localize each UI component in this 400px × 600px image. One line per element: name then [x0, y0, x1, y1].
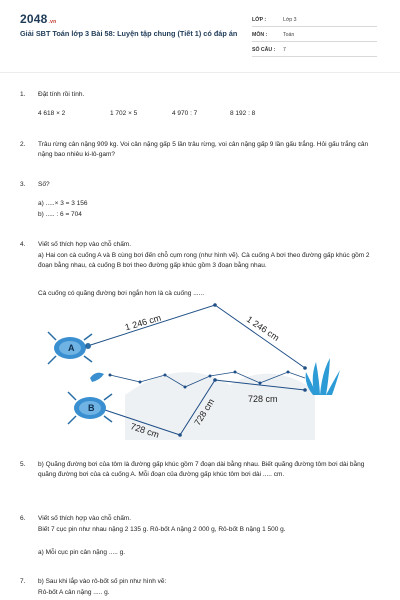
q3-part-a: a) .....× 3 = 3 156: [38, 200, 88, 207]
meta-value: Lớp 3: [283, 17, 297, 23]
question-text: Viết số thích hợp vào chỗ chấm.: [38, 515, 132, 522]
question-number: 5.: [20, 461, 26, 468]
segment-label: 728 cm: [129, 421, 161, 440]
water-bug-b-icon: [68, 392, 112, 424]
q1-item: 4 618 × 2: [38, 110, 66, 117]
q4-description: a) Hai con cà cuống A và B cùng bơi đến chỗ cụm rong (như hình vẽ). Cà cuống A bơi theo đường gấp khúc gồm 2 đoạn bằng nhau, cà cuống B bơi theo đường gấp khúc gồm 3 đoạn bằng nhau.: [38, 252, 370, 269]
meta-class: [252, 14, 377, 27]
q1-item: 1 702 × 5: [110, 110, 138, 117]
header-divider: [0, 72, 400, 73]
q3-part-b: b) ..... : 6 = 704: [38, 211, 82, 218]
meta-label: SỐ CÂU :: [252, 47, 276, 53]
segment-label: 1 246 cm: [244, 314, 282, 344]
question-text: Viết số thích hợp vào chỗ chấm.: [38, 241, 132, 248]
question-text: Đặt tính rồi tính.: [38, 91, 85, 98]
logo-suffix: .vn: [48, 19, 57, 25]
question-number: 2.: [20, 141, 26, 148]
q6-description: Biết 7 cục pin như nhau nặng 2 135 g. Rô-bốt A nặng 2 000 g, Rô-bốt B nặng 1 500 g.: [38, 526, 286, 533]
meta-count: [252, 44, 377, 57]
segment-label: 728 cm: [248, 394, 278, 404]
bug-a-label: A: [68, 343, 75, 353]
question-number: 1.: [20, 91, 26, 98]
question-number: 4.: [20, 241, 26, 248]
q1-item: 8 192 : 8: [230, 110, 256, 117]
question-text: Trâu rừng cân nặng 909 kg. Voi cân nặng gấp 5 lần trâu rừng, voi cân nặng gấp 9 lần gấu trắng. Hỏi gấu trắng cân nặng bao nhiêu ki-lô-gam?: [38, 141, 369, 158]
q4-diagram: [30, 300, 360, 450]
shrimp-icon: [90, 373, 104, 382]
question-text: b) Quãng đường bơi của tôm là đường gấp khúc gồm 7 đoạn dài bằng nhau. Biết quãng đường tôm bơi dài bằng quãng đường bơi của cà cuống A. Mỗi đoạn của đường gấp khúc tôm bơi dài ..... cm.: [38, 461, 365, 478]
water-bug-a-icon: [48, 332, 92, 364]
meta-label: LỚP :: [252, 17, 267, 23]
logo-text: 2048: [20, 12, 48, 26]
question-number: 6.: [20, 515, 26, 522]
site-logo[interactable]: [20, 12, 56, 26]
question-number: 7.: [20, 578, 26, 585]
meta-value: 7: [283, 47, 286, 53]
page-title: Giải SBT Toán lớp 3 Bài 58: Luyện tập chung (Tiết 1) có đáp án: [20, 29, 238, 38]
meta-subject: [252, 29, 377, 42]
q6-fill-line: a) Mỗi cục pin cân nặng ..... g.: [38, 549, 126, 556]
q7-fill-line: Rô-bốt A cân nặng ..... g.: [38, 589, 110, 596]
meta-label: MÔN :: [252, 32, 268, 38]
q1-item: 4 970 : 7: [172, 110, 198, 117]
seaweed-icon: [306, 358, 340, 395]
segment-label: 728 cm: [192, 396, 217, 428]
question-number: 3.: [20, 181, 26, 188]
question-text: b) Sau khi lắp vào rô-bốt số pin như hình vẽ:: [38, 578, 167, 585]
q4-fill-line: Cà cuống có quãng đường bơi ngắn hơn là cà cuống ......: [38, 290, 205, 297]
page-header: [0, 0, 400, 68]
segment-label: 1 246 cm: [123, 312, 163, 333]
question-text: Số?: [38, 181, 50, 188]
meta-value: Toán: [283, 32, 295, 38]
bug-b-label: B: [88, 403, 95, 413]
